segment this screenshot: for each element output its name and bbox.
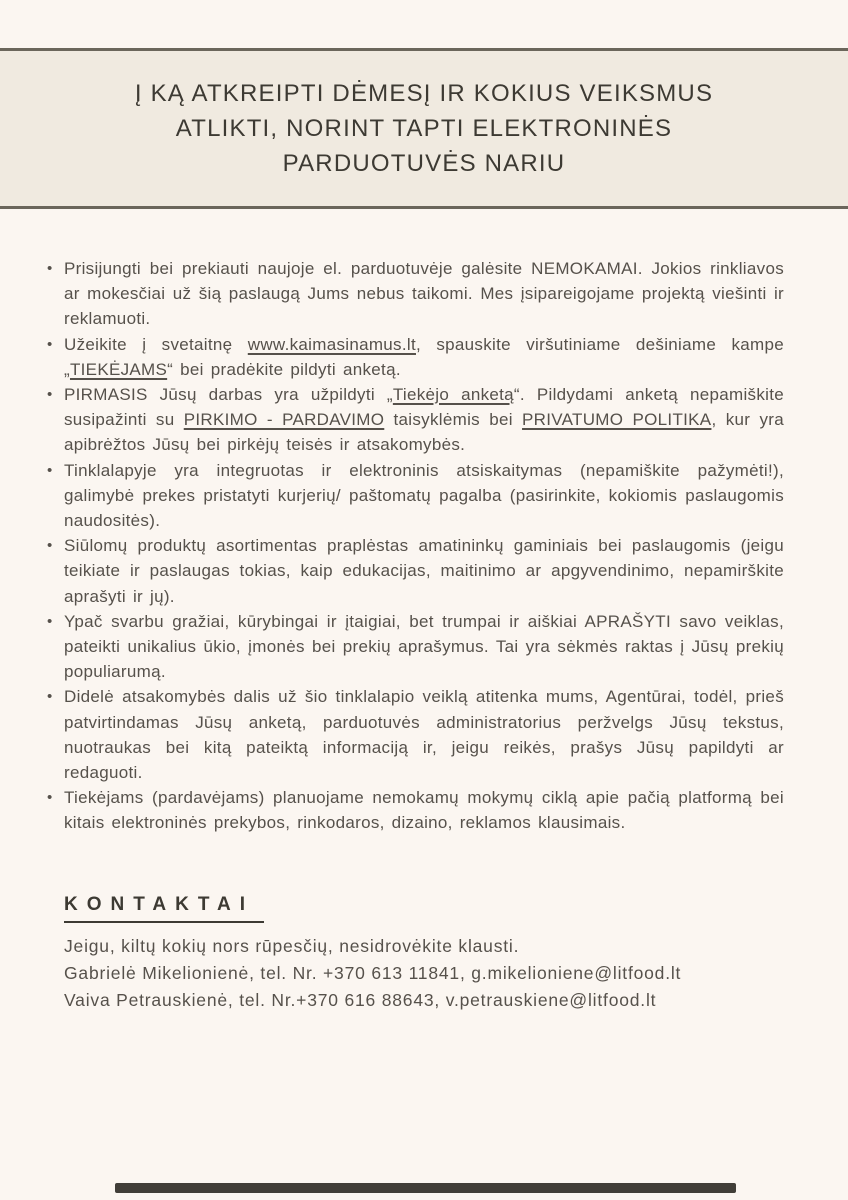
bullet-text: , kur yra apibrėžtos Jūsų bei pirkėjų teisės ir atsakomybės. [64, 410, 785, 455]
bullet-item [64, 609, 784, 685]
page-title-line: PARDUOTUVĖS NARIU [282, 150, 566, 177]
contact-line: Gabrielė Mikelionienė, tel. Nr. +370 613 11841, g.mikelioniene@litfood.lt [64, 962, 682, 983]
bullet-item [64, 785, 784, 835]
pirkimo-pardavimo-link[interactable]: PIRKIMO - PARDAVIMO [183, 410, 385, 430]
tiekejams-link[interactable]: TIEKĖJAMS [69, 359, 168, 379]
bullet-list [64, 256, 784, 836]
bullet-text: , spauskite viršutiniame dešiniame kampe „ [64, 334, 784, 379]
bullet-item [64, 256, 784, 332]
bullet-text: Tinklalapyje yra integruotas ir elektroninis atsiskaitymas (nepamiškite pažymėti!), galimybė prekes pristatyti kurjerių/ paštomatų pagalba (pasirinkite, kokiomis paslaugomis naudositės). [64, 460, 784, 531]
privatumo-politika-link[interactable]: PRIVATUMO POLITIKA [522, 410, 712, 430]
page-title-line: Į KĄ ATKREIPTI DĖMESĮ IR KOKIUS VEIKSMUS [134, 80, 714, 107]
bullet-text: Prisijungti bei prekiauti naujoje el. parduotuvėje galėsite NEMOKAMAI. Jokios rinkliavos ar mokesčiai už šią paslaugą Jums nebus taikomi. Mes įsipareigojame projektą viešinti ir reklamuoti. [64, 259, 784, 329]
bullet-text: Ypač svarbu gražiai, kūrybingai ir įtaigiai, bet trumpai ir aiškiai APRAŠYTI savo veiklas, pateikti unikalius ūkio, įmonės bei prekių aprašymus. Tai yra sėkmės raktas į Jūsų prekių populiarumą. [64, 611, 784, 682]
website-link[interactable]: www.kaimasinamus.lt [247, 334, 416, 354]
bullet-text: Didelė atsakomybės dalis už šio tinklalapio veiklą atitenka mums, Agentūrai, todėl, prieš patvirtindamas Jūsų anketą, parduotuvės administratorius peržvelgs Jūsų tekstus, nuotraukas bei kitą pateiktą informaciją ir, jeigu reikės, prašys Jūsų papildyti ar redaguoti. [64, 687, 784, 783]
bullet-item [64, 533, 784, 609]
contact-line: Vaiva Petrauskienė, tel. Nr.+370 616 88643, v.petrauskiene@litfood.lt [64, 989, 657, 1010]
contacts-section [64, 894, 784, 1014]
bullet-item [64, 382, 784, 458]
contact-lines [64, 933, 784, 1014]
main-content [0, 209, 848, 1014]
bullet-item [64, 458, 784, 534]
bullet-text: Siūlomų produktų asortimentas praplėstas amatininkų gaminiais bei paslaugomis (jeigu teikiate ir paslaugas tokias, kaip edukacijas, maitinimo ar apgyvendinimo, nepamirškite aprašyti ir jų). [64, 536, 784, 606]
bullet-text: taisyklėmis bei [384, 410, 523, 430]
bullet-text: “. Pildydami anketą nepamiškite susipažinti su [64, 385, 784, 430]
bullet-text: Tiekėjams (pardavėjams) planuojame nemokamų mokymų ciklą apie pačią platformą bei kitais elektroninės prekybos, rinkodaros, dizaino, reklamos klausimais. [64, 788, 784, 833]
bullet-text: Užeikite į svetaitnę [64, 334, 248, 354]
contacts-heading: KONTAKTAI [64, 894, 264, 923]
tiekejo-anketa-link[interactable]: Tiekėjo anketą [392, 385, 514, 405]
bullet-item [64, 332, 784, 382]
bullet-text: “ bei pradėkite pildyti anketą. [167, 359, 401, 379]
page-title [135, 76, 713, 181]
bottom-divider-bar [115, 1183, 736, 1193]
contact-line: Jeigu, kiltų kokių nors rūpesčių, nesidrovėkite klausti. [64, 935, 520, 956]
bullet-item [64, 684, 784, 785]
page-title-line: ATLIKTI, NORINT TAPTI ELEKTRONINĖS [175, 115, 673, 142]
header-band [0, 48, 848, 209]
bullet-text: PIRMASIS Jūsų darbas yra užpildyti „ [64, 385, 393, 405]
